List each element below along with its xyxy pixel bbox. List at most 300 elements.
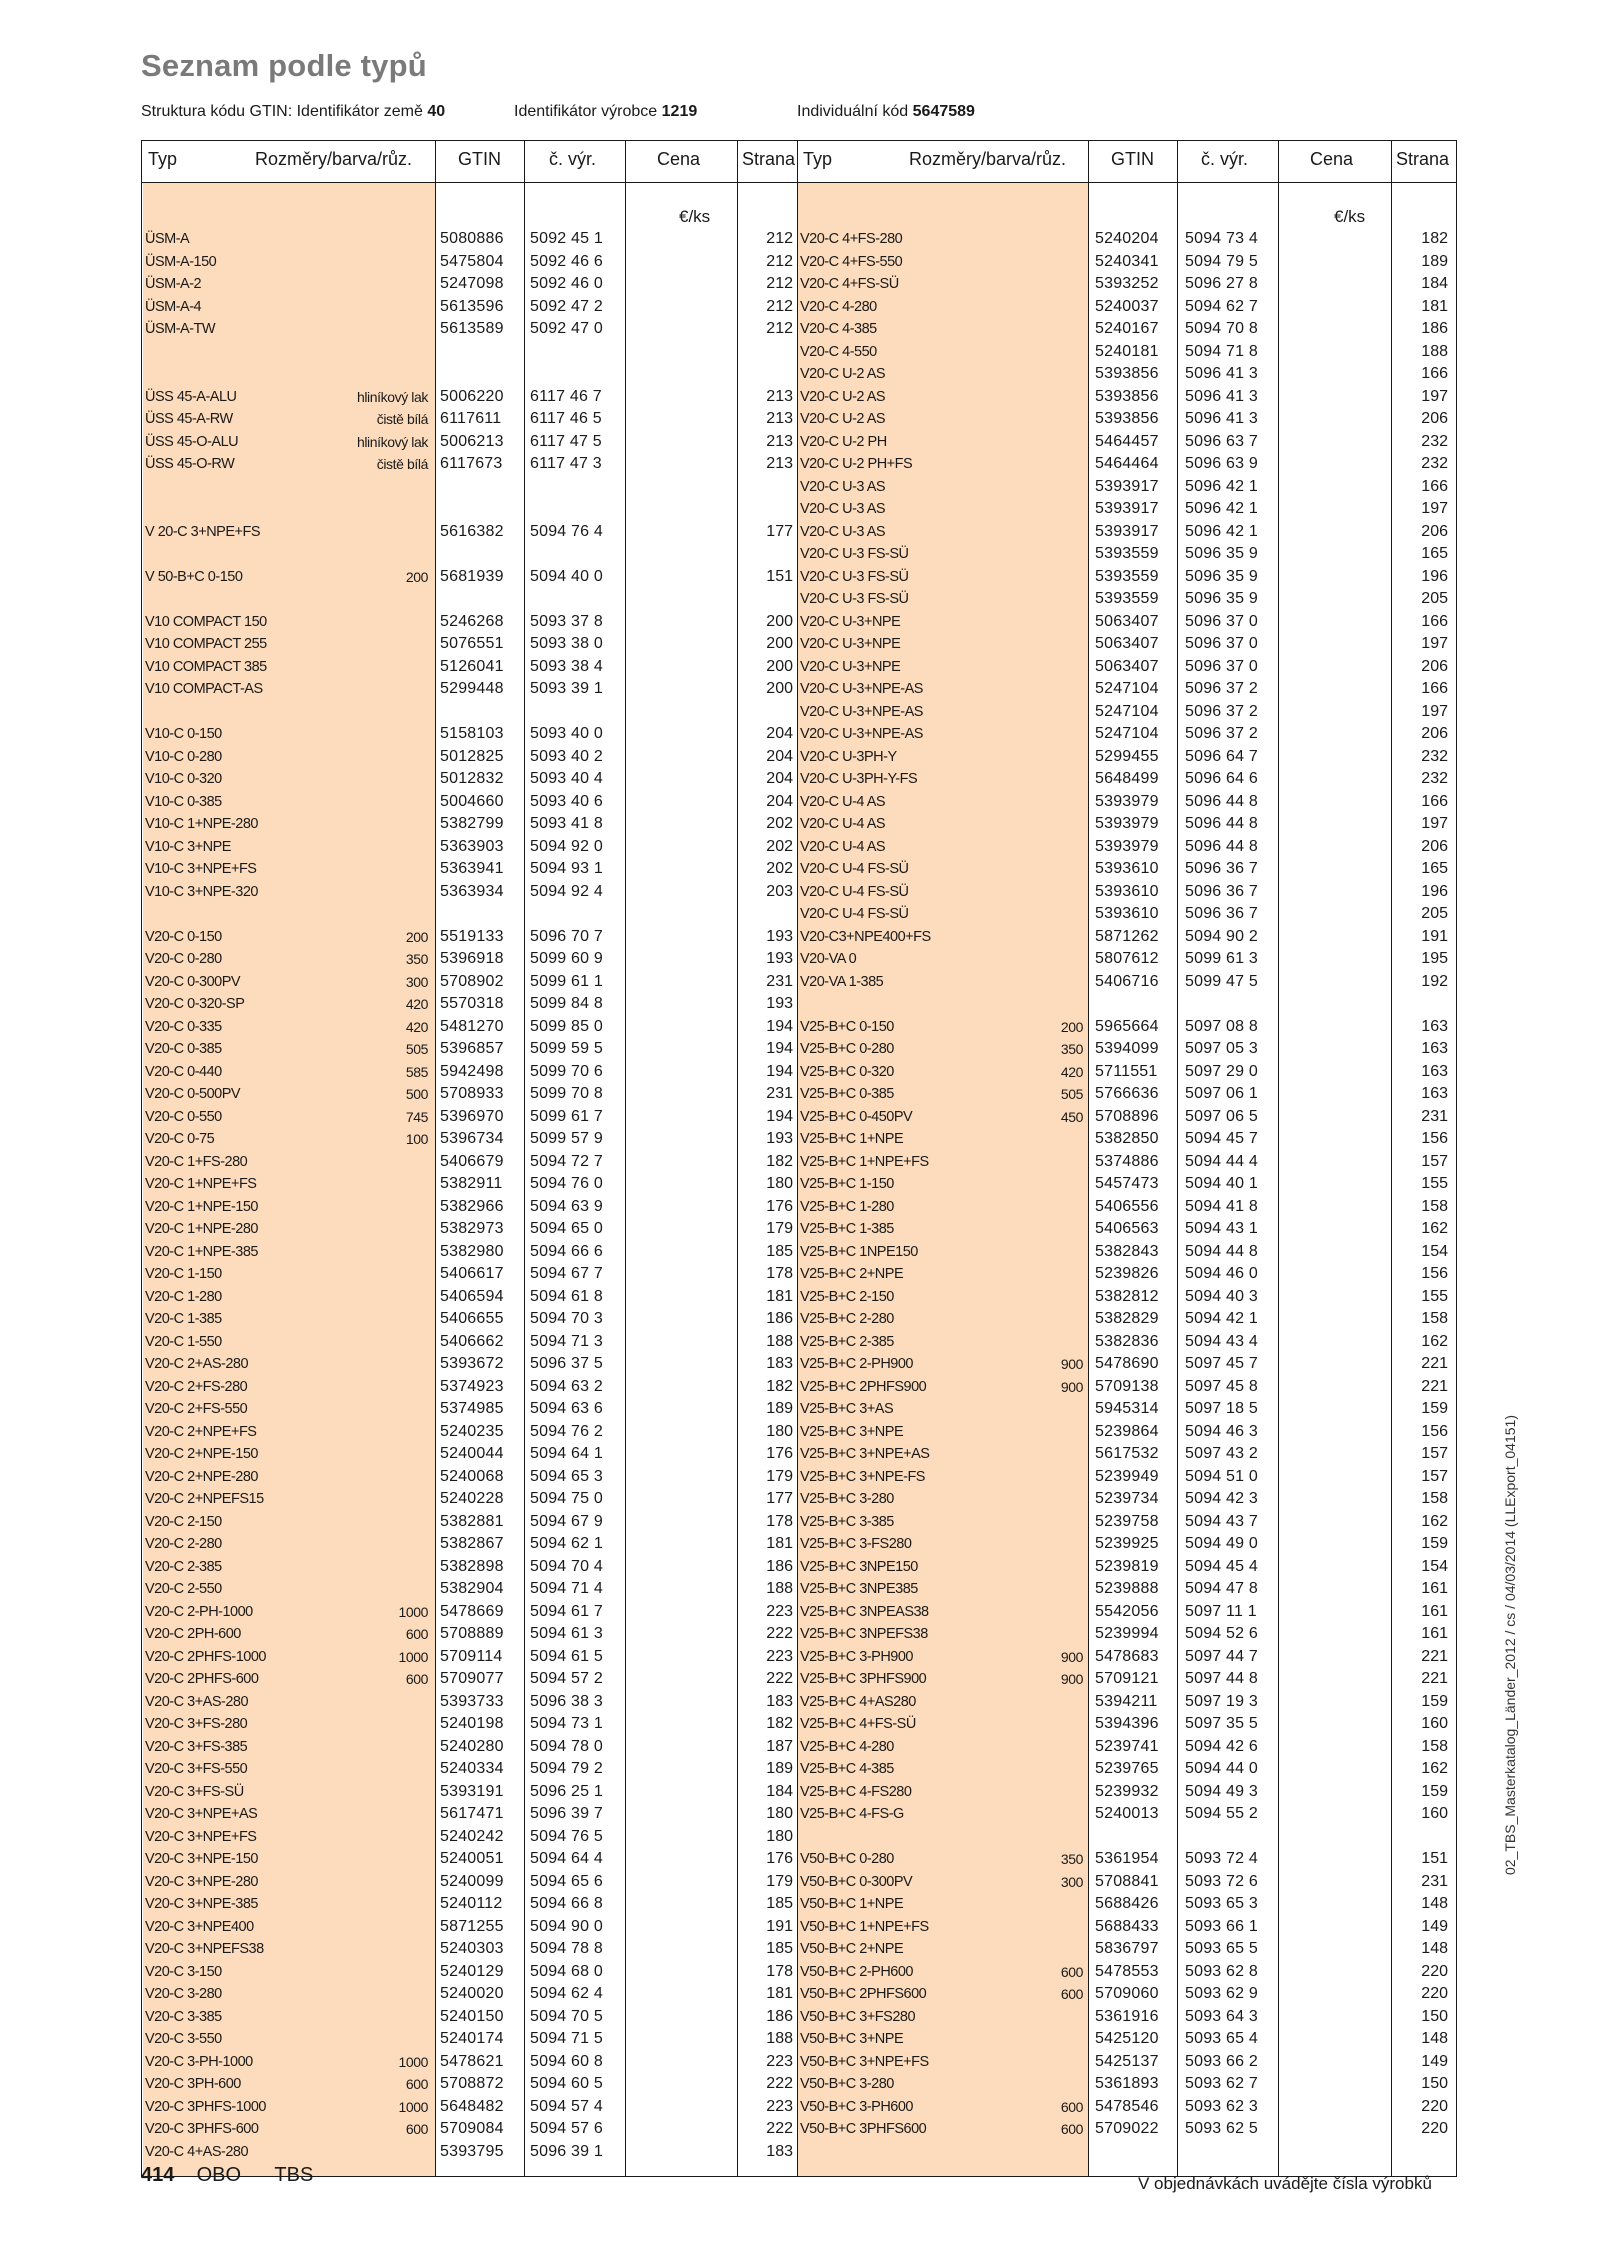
row-item-number: 5096 44 8 <box>1185 792 1258 810</box>
row-type: V10-C 1+NPE-280 <box>145 816 258 832</box>
table-row <box>797 408 1449 430</box>
row-page: 220 <box>1421 1985 1448 2002</box>
table-row <box>797 273 1449 295</box>
row-gtin: 5080886 <box>440 230 504 247</box>
row-gtin: 5006213 <box>440 432 504 450</box>
table-row <box>142 2096 794 2118</box>
row-item-number: 5094 67 9 <box>530 1512 603 1530</box>
table-row <box>797 858 1449 880</box>
row-type: V10-C 3+NPE+FS <box>145 861 257 877</box>
gtin-country-code: 40 <box>427 103 446 120</box>
row-type: V20-C 3-550 <box>145 2031 222 2047</box>
table-row <box>142 1938 794 1960</box>
row-gtin: 5871262 <box>1095 927 1159 945</box>
row-page: 188 <box>1421 342 1448 360</box>
row-type: V25-B+C 2-280 <box>800 1311 894 1327</box>
row-type: V20-C 3PHFS-600 <box>145 2121 259 2137</box>
row-type: V25-B+C 1+NPE+FS <box>800 1153 929 1170</box>
row-page: 194 <box>766 1107 793 1125</box>
row-type: V20-C 2+AS-280 <box>145 1356 249 1372</box>
table-row <box>142 723 794 745</box>
row-page: 163 <box>1421 1085 1448 1102</box>
row-type: V20-C 2PHFS-1000 <box>145 1648 266 1665</box>
row-type: V20-C 2+NPE+FS <box>145 1423 257 1440</box>
table-row <box>142 1353 794 1375</box>
table-row <box>142 431 794 453</box>
table-row <box>797 1736 1449 1758</box>
brand-label: OBO <box>196 2164 242 2186</box>
row-gtin: 5945314 <box>1095 1400 1159 1417</box>
row-gtin: 5240013 <box>1095 1805 1159 1822</box>
row-type: V25-B+C 1-385 <box>800 1221 894 1237</box>
row-page: 222 <box>766 2120 793 2137</box>
row-gtin: 5240129 <box>440 1962 504 1980</box>
row-gtin: 5240099 <box>440 1872 504 1890</box>
table-row <box>797 746 1449 768</box>
row-page: 184 <box>766 1782 793 1800</box>
table-row <box>797 1713 1449 1735</box>
row-page: 232 <box>1421 455 1448 472</box>
row-type: V50-B+C 2+NPE <box>800 1941 904 1957</box>
row-type: V25-B+C 4-FS-G <box>800 1806 904 1822</box>
header-gtin: GTIN <box>1111 149 1154 169</box>
table-row <box>142 1736 794 1758</box>
row-item-number: 5094 60 8 <box>530 2052 603 2070</box>
table-row <box>142 1511 794 1533</box>
table-row <box>142 1803 794 1825</box>
row-type: ÜSM-A-150 <box>145 253 217 270</box>
row-gtin: 5396734 <box>440 1130 504 1147</box>
row-type: V20-C U-2 AS <box>800 388 886 405</box>
row-item-number: 5097 08 8 <box>1185 1017 1258 1035</box>
table-row <box>142 1488 794 1510</box>
row-gtin: 5708841 <box>1095 1872 1159 1890</box>
row-gtin: 5382881 <box>440 1512 504 1530</box>
row-item-number: 5096 42 1 <box>1185 500 1258 517</box>
row-type: ÜSS 45-O-ALU <box>145 433 239 450</box>
row-gtin: 5942498 <box>440 1062 504 1080</box>
row-gtin: 5708896 <box>1095 1107 1159 1125</box>
header-typ: Typ <box>803 149 833 169</box>
row-type: V20-C 2-150 <box>145 1513 222 1530</box>
row-dimension: 420 <box>405 996 428 1012</box>
row-gtin: 5478669 <box>440 1602 504 1620</box>
row-gtin: 5299455 <box>1095 747 1159 765</box>
row-item-number: 5094 43 1 <box>1185 1220 1258 1237</box>
row-dimension: 900 <box>1060 1356 1083 1372</box>
row-gtin: 5393979 <box>1095 815 1159 832</box>
row-gtin: 5648499 <box>1095 770 1159 787</box>
row-gtin: 5406716 <box>1095 972 1159 990</box>
row-gtin: 5382799 <box>440 815 504 832</box>
row-gtin: 5613596 <box>440 297 504 315</box>
row-item-number: 5093 65 3 <box>1185 1895 1258 1912</box>
row-gtin: 5709138 <box>1095 1377 1159 1395</box>
row-page: 194 <box>766 1040 793 1057</box>
row-type: V20-C U-2 AS <box>800 366 886 382</box>
row-item-number: 5094 78 8 <box>530 1940 603 1957</box>
row-gtin: 5076551 <box>440 635 504 652</box>
row-gtin: 5240242 <box>440 1827 504 1845</box>
row-gtin: 5240051 <box>440 1850 504 1867</box>
row-type: V20-C 2+FS-280 <box>145 1378 248 1395</box>
row-item-number: 5093 62 5 <box>1185 2120 1258 2137</box>
row-type: V25-B+C 3PHFS900 <box>800 1671 927 1687</box>
row-gtin: 5374923 <box>440 1377 504 1395</box>
row-item-number: 5094 62 1 <box>530 1535 603 1552</box>
row-item-number: 5093 40 4 <box>530 770 603 787</box>
row-item-number: 5094 76 5 <box>530 1827 603 1845</box>
row-gtin: 5239888 <box>1095 1580 1159 1597</box>
row-page: 180 <box>766 1805 793 1822</box>
row-item-number: 5094 43 4 <box>1185 1332 1258 1350</box>
row-type: V20-C 1-280 <box>145 1288 222 1305</box>
table-row <box>797 813 1449 835</box>
row-page: 220 <box>1421 2120 1448 2137</box>
row-type: V20-C 3+NPE-385 <box>145 1896 258 1912</box>
row-page: 157 <box>1421 1467 1448 1485</box>
row-page: 189 <box>766 1760 793 1777</box>
row-gtin: 5247104 <box>1095 725 1159 742</box>
row-dimension: 600 <box>405 1626 428 1642</box>
row-page: 203 <box>766 882 793 900</box>
row-page: 151 <box>1421 1850 1448 1867</box>
table-row <box>142 1308 794 1330</box>
row-page: 197 <box>1421 702 1448 720</box>
row-gtin: 5063407 <box>1095 657 1159 675</box>
type-list-table <box>141 140 1457 2177</box>
row-dimension: 505 <box>405 1041 428 1057</box>
row-page: 223 <box>766 1647 793 1665</box>
row-type: ÜSS 45-O-RW <box>145 456 235 472</box>
row-gtin: 5240167 <box>1095 320 1159 337</box>
table-row <box>142 408 794 430</box>
row-page: 200 <box>766 612 793 630</box>
row-item-number: 5093 72 6 <box>1185 1872 1258 1890</box>
row-gtin: 5708872 <box>440 2075 504 2092</box>
row-item-number: 5096 37 0 <box>1185 612 1258 630</box>
row-item-number: 5094 68 0 <box>530 1962 603 1980</box>
row-page: 185 <box>766 1242 793 1260</box>
row-type: V20-C 3+FS-SÜ <box>145 1783 244 1800</box>
row-type: V20-C 0-335 <box>145 1018 222 1035</box>
row-type: V10-C 3+NPE-320 <box>145 883 258 900</box>
row-gtin: 5617471 <box>440 1805 504 1822</box>
row-type: V25-B+C 0-385 <box>800 1086 894 1102</box>
table-row <box>797 363 1449 385</box>
row-gtin: 5006220 <box>440 387 504 405</box>
table-row <box>797 476 1449 498</box>
row-gtin: 5361916 <box>1095 2007 1159 2025</box>
row-page: 188 <box>766 1332 793 1350</box>
row-item-number: 5096 35 9 <box>1185 567 1258 585</box>
row-item-number: 5094 49 0 <box>1185 1535 1258 1552</box>
row-page: 157 <box>1421 1152 1448 1170</box>
header-nr: č. výr. <box>549 149 597 169</box>
row-page: 231 <box>766 1085 793 1102</box>
table-row <box>142 1263 794 1285</box>
row-page: 205 <box>1421 590 1448 607</box>
row-item-number: 5096 36 7 <box>1185 860 1258 877</box>
row-item-number: 6117 47 5 <box>530 432 602 450</box>
table-row <box>142 1916 794 1938</box>
row-item-number: 5094 79 2 <box>530 1760 603 1777</box>
table-row <box>797 1331 1449 1353</box>
vertical-note: 02_TBS_Masterkatalog_Länder_2012 / cs / 04/03/2014 (LLExport_04151) <box>1502 1415 1518 1875</box>
row-gtin: 5382980 <box>440 1242 504 1260</box>
row-type: V20-C 0-550 <box>145 1108 222 1125</box>
table-row <box>142 1848 794 1870</box>
row-item-number: 5097 19 3 <box>1185 1692 1258 1710</box>
row-item-number: 5094 70 3 <box>530 1310 603 1327</box>
table-row <box>797 1038 1449 1060</box>
row-page: 212 <box>766 275 793 292</box>
row-type: V25-B+C 1NPE150 <box>800 1243 918 1260</box>
row-page: 159 <box>1421 1782 1448 1800</box>
table-row <box>797 2006 1449 2028</box>
row-item-number: 5096 25 1 <box>530 1782 603 1800</box>
row-dimension: 200 <box>1060 1018 1083 1035</box>
row-item-number: 5094 40 1 <box>1185 1175 1258 1192</box>
row-dimension: 350 <box>1060 1041 1083 1057</box>
row-page: 181 <box>766 1985 793 2002</box>
table-row <box>142 1421 794 1443</box>
row-type: V20-C 3-280 <box>145 1986 222 2002</box>
row-page: 182 <box>766 1377 793 1395</box>
row-item-number: 5094 41 8 <box>1185 1197 1258 1215</box>
row-gtin: 5393733 <box>440 1692 504 1710</box>
row-item-number: 5094 43 7 <box>1185 1512 1258 1530</box>
table-row <box>797 341 1449 363</box>
row-item-number: 5093 40 6 <box>530 792 603 810</box>
row-item-number: 5094 63 9 <box>530 1197 603 1215</box>
row-dimension: čistě bílá <box>376 456 428 472</box>
row-page: 186 <box>766 1310 793 1327</box>
row-type: V20-C U-2 AS <box>800 411 886 427</box>
table-row <box>142 678 794 700</box>
row-page: 149 <box>1421 1917 1448 1935</box>
table-row <box>797 521 1449 543</box>
row-item-number: 5094 40 3 <box>1185 1287 1258 1305</box>
row-type: V20-C 3+NPE-280 <box>145 1873 258 1890</box>
table-row <box>142 1376 794 1398</box>
row-gtin: 5708889 <box>440 1625 504 1642</box>
row-gtin: 5004660 <box>440 792 504 810</box>
table-row <box>797 1916 1449 1938</box>
row-type: V25-B+C 0-450PV <box>800 1108 913 1125</box>
row-type: V20-C 0-500PV <box>145 1086 241 1102</box>
row-page: 151 <box>766 567 793 585</box>
table-row <box>142 633 794 655</box>
row-page: 189 <box>766 1400 793 1417</box>
table-row <box>797 1241 1449 1263</box>
row-gtin: 5158103 <box>440 725 504 742</box>
row-page: 193 <box>766 1130 793 1147</box>
row-page: 205 <box>1421 905 1448 922</box>
row-item-number: 5094 78 0 <box>530 1737 603 1755</box>
row-page: 166 <box>1421 680 1448 697</box>
row-gtin: 5239932 <box>1095 1782 1159 1800</box>
row-gtin: 5681939 <box>440 567 504 585</box>
row-page: 162 <box>1421 1220 1448 1237</box>
table-row <box>142 1601 794 1623</box>
row-page: 202 <box>766 837 793 855</box>
table-row <box>142 1961 794 1983</box>
table-row <box>142 1533 794 1555</box>
row-type: V20-C 3+NPEFS38 <box>145 1941 264 1957</box>
row-dimension: 420 <box>405 1018 428 1035</box>
row-type: V20-C 0-75 <box>145 1131 215 1147</box>
row-page: 193 <box>766 950 793 967</box>
row-gtin: 5709114 <box>440 1647 503 1665</box>
row-page: 150 <box>1421 2007 1448 2025</box>
row-gtin: 5396918 <box>440 950 504 967</box>
header-nr: č. výr. <box>1201 149 1249 169</box>
row-page: 154 <box>1421 1242 1448 1260</box>
row-gtin: 5239864 <box>1095 1422 1159 1440</box>
row-page: 166 <box>1421 792 1448 810</box>
row-type: V25-B+C 4-FS280 <box>800 1783 912 1800</box>
table-row <box>142 1151 794 1173</box>
row-page: 188 <box>766 1580 793 1597</box>
row-item-number: 5094 90 2 <box>1185 927 1258 945</box>
row-page: 221 <box>1421 1670 1448 1687</box>
row-gtin: 5246268 <box>440 612 504 630</box>
row-item-number: 5099 59 5 <box>530 1040 603 1057</box>
row-item-number: 5094 55 2 <box>1185 1805 1258 1822</box>
row-type: V20-C U-3+NPE <box>800 636 901 652</box>
row-page: 200 <box>766 680 793 697</box>
row-type: V20-C 3PHFS-1000 <box>145 2098 266 2115</box>
row-item-number: 5094 65 3 <box>530 1467 603 1485</box>
row-item-number: 5094 62 4 <box>530 1985 603 2002</box>
row-gtin: 6117611 <box>440 410 502 427</box>
row-item-number: 5094 64 4 <box>530 1850 603 1867</box>
row-page: 178 <box>766 1265 793 1282</box>
row-page: 232 <box>1421 770 1448 787</box>
row-type: V25-B+C 4-385 <box>800 1761 894 1777</box>
row-gtin: 5766636 <box>1095 1085 1159 1102</box>
row-page: 206 <box>1421 657 1448 675</box>
table-row <box>797 1758 1449 1780</box>
row-gtin: 5240341 <box>1095 252 1159 270</box>
table-row <box>142 1286 794 1308</box>
header-page: Strana <box>1396 149 1450 169</box>
row-gtin: 5425137 <box>1095 2052 1159 2070</box>
row-item-number: 5094 93 1 <box>530 860 603 877</box>
row-type: V20-C 0-300PV <box>145 973 241 990</box>
row-type: V25-B+C 3-FS280 <box>800 1536 912 1552</box>
row-item-number: 5097 29 0 <box>1185 1062 1258 1080</box>
table-row <box>797 768 1449 790</box>
row-dimension: 600 <box>1060 2121 1083 2137</box>
table-row <box>797 1691 1449 1713</box>
row-page: 179 <box>766 1467 793 1485</box>
row-item-number: 5093 72 4 <box>1185 1850 1258 1867</box>
row-type: V20-C U-3 FS-SÜ <box>800 568 909 585</box>
row-dimension: 1000 <box>398 1648 428 1665</box>
row-gtin: 5478553 <box>1095 1962 1159 1980</box>
row-dimension: 420 <box>1060 1063 1083 1080</box>
row-gtin: 5648482 <box>440 2097 504 2115</box>
row-page: 188 <box>766 2030 793 2047</box>
row-item-number: 5094 61 8 <box>530 1287 603 1305</box>
table-row <box>797 611 1449 633</box>
row-item-number: 5094 44 4 <box>1185 1152 1258 1170</box>
row-page: 162 <box>1421 1760 1448 1777</box>
row-page: 202 <box>766 815 793 832</box>
row-gtin: 5708933 <box>440 1085 504 1102</box>
table-row <box>797 386 1449 408</box>
page-footer <box>141 2164 313 2187</box>
row-gtin: 5396970 <box>440 1107 504 1125</box>
table-row <box>797 1128 1449 1150</box>
row-dimension: 600 <box>1060 1986 1083 2002</box>
row-gtin: 5239758 <box>1095 1512 1159 1530</box>
row-item-number: 5094 49 3 <box>1185 1782 1258 1800</box>
row-page: 182 <box>1421 230 1448 247</box>
table-row <box>142 611 794 633</box>
row-page: 182 <box>766 1715 793 1732</box>
table-row <box>797 1803 1449 1825</box>
row-gtin: 5239765 <box>1095 1760 1159 1777</box>
row-item-number: 5094 51 0 <box>1185 1467 1258 1485</box>
row-gtin: 5393559 <box>1095 545 1159 562</box>
row-gtin: 5240334 <box>440 1760 504 1777</box>
table-row <box>797 296 1449 318</box>
row-item-number: 5096 39 1 <box>530 2142 603 2160</box>
row-item-number: 5099 61 1 <box>530 972 603 990</box>
row-item-number: 5094 57 4 <box>530 2097 603 2115</box>
table-row <box>142 1691 794 1713</box>
row-page: 158 <box>1421 1490 1448 1507</box>
row-type: V50-B+C 3PHFS600 <box>800 2121 927 2137</box>
row-type: V20-C 4+FS-550 <box>800 253 903 270</box>
row-page: 181 <box>766 1287 793 1305</box>
row-gtin: 5394211 <box>1095 1692 1158 1710</box>
row-item-number: 5094 40 0 <box>530 567 603 585</box>
row-gtin: 5363903 <box>440 837 504 855</box>
table-row <box>142 2051 794 2073</box>
table-row <box>142 1038 794 1060</box>
row-page: 183 <box>766 1692 793 1710</box>
header-price: Cena <box>657 149 701 169</box>
row-type: V20-C 1+NPE-385 <box>145 1243 258 1260</box>
row-item-number: 5094 47 8 <box>1185 1580 1258 1597</box>
row-page: 158 <box>1421 1197 1448 1215</box>
row-dimension: 600 <box>405 1671 428 1687</box>
row-type: V25-B+C 4-280 <box>800 1738 894 1755</box>
row-item-number: 6117 46 5 <box>530 410 602 427</box>
row-type: V20-C U-3 FS-SÜ <box>800 546 909 562</box>
row-item-number: 5094 66 6 <box>530 1242 603 1260</box>
row-item-number: 5096 36 7 <box>1185 882 1258 900</box>
row-page: 179 <box>766 1872 793 1890</box>
row-gtin: 5382867 <box>440 1535 504 1552</box>
table-row <box>797 1308 1449 1330</box>
row-type: V20-C U-4 AS <box>800 816 886 832</box>
row-item-number: 5094 92 0 <box>530 837 603 855</box>
row-type: V25-B+C 1-150 <box>800 1176 894 1192</box>
table-row <box>797 1623 1449 1645</box>
row-page: 180 <box>766 1827 793 1845</box>
row-dimension: 200 <box>405 568 428 585</box>
row-page: 213 <box>766 455 793 472</box>
row-item-number: 5096 39 7 <box>530 1805 603 1822</box>
row-type: V20-C 0-440 <box>145 1063 222 1080</box>
table-row <box>797 791 1449 813</box>
row-dimension: hliníkový lak <box>356 388 428 405</box>
